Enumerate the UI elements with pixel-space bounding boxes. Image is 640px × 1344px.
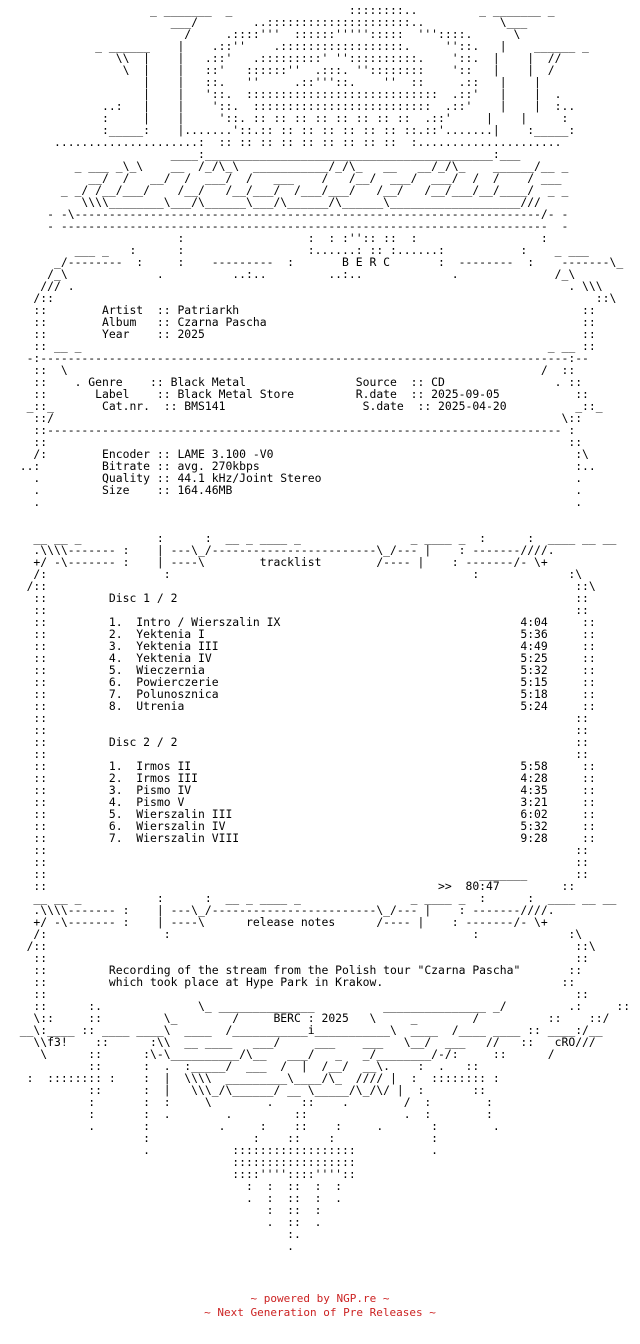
- nfo-line: :: Artist :: Patriarkh ::: [6, 303, 596, 317]
- nfo-line: /:: ::\: [6, 939, 596, 953]
- nfo-line: /:: ::\: [6, 291, 617, 305]
- nfo-line: /: : : :\: [6, 927, 583, 941]
- nfo-line: :: . Genre :: Black Metal Source :: CD . ::: [6, 375, 583, 389]
- nfo-line: \:: :: \_ / BERC : 2025 \ _ / :: ::/: [6, 1011, 610, 1025]
- nfo-line: . :: .: [6, 1215, 322, 1229]
- nfo-line: .: [6, 1239, 295, 1253]
- nfo-line: :: 4. Pismo V 3:21 ::: [6, 795, 596, 809]
- nfo-line: : : . . :: . : :: [6, 1107, 493, 1121]
- nfo-line: :: Album :: Czarna Pascha ::: [6, 315, 596, 329]
- nfo-line: :_____: |.......'::.:: :: :: :: :: :: :: ::.::'.......| :_____:: [6, 123, 576, 137]
- nfo-line: : : :: : :: [6, 1179, 343, 1193]
- nfo-line: - ----------------------------------------------------------------------- -: [6, 219, 569, 233]
- nfo-line: . : :: : .: [6, 1191, 343, 1205]
- nfo-line: :: Disc 2 / 2 ::: [6, 735, 589, 749]
- nfo-line: :: ::: [6, 855, 589, 869]
- nfo-line: _::_ Cat.nr. :: BMS141 S.date :: 2025-04-20 _::_: [6, 399, 603, 413]
- nfo-line: /:: ::\: [6, 579, 596, 593]
- nfo-line: .\\\\------- : | ---\_/------------------------\_/--- | : -------////.: [6, 543, 555, 557]
- nfo-line: ____:__________________________________________:___: [6, 147, 521, 161]
- nfo-line: ..: Bitrate :: avg. 270kbps :..: [6, 459, 596, 473]
- nfo-line: ::--------------------------------------------------------------------------- :: [6, 423, 576, 437]
- nfo-line: :: 8. Utrenia 5:24 ::: [6, 699, 596, 713]
- nfo-line: :: 6. Powierczerie 5:15 ::: [6, 675, 596, 689]
- nfo-line: :: _______ ::: [6, 867, 589, 881]
- nfo-line: :: __ _ _ __ ::: [6, 339, 596, 353]
- nfo-line: /// . . \\\: [6, 279, 603, 293]
- nfo-line: . Quality :: 44.1 kHz/Joint Stereo .: [6, 471, 583, 485]
- nfo-line: :: : . :_____/ ___ / | /__/ __\. : . ::: [6, 1059, 480, 1073]
- nfo-line: /: Encoder :: LAME 3.100 -V0 :\: [6, 447, 589, 461]
- nfo-line: /: : : :\: [6, 567, 583, 581]
- nfo-line: _ _/ /__/___/ /__/ /__/___/ /___/___/ /__/ /__/___/__/____/ _ _: [6, 183, 569, 197]
- nfo-line: :: 7. Wierszalin VIII 9:28 ::: [6, 831, 596, 845]
- nfo-line: :: ::: [6, 603, 589, 617]
- nfo-line: . : . : :: : . : .: [6, 1119, 500, 1133]
- nfo-line: - -\--------------------------------------------------------------------/- -: [6, 207, 569, 221]
- nfo-line: __ __ _ : : __ _ ____ _ _ ____ _ : : ____ __ __: [6, 891, 617, 905]
- nfo-line: ___ _ : : :......: :: :......: : _ ___: [6, 243, 589, 257]
- nfo-line: :: ::: [6, 987, 589, 1001]
- nfo-line: :: 1. Intro / Wierszalin IX 4:04 ::: [6, 615, 596, 629]
- nfo-line: :: :. \_ ______________ _______________ _/ .: ::: [6, 999, 631, 1013]
- nfo-line: : :::::::: : : | \\\\ _________\____/\_ //// | : :::::::: :: [6, 1071, 500, 1085]
- nfo-line: __/ / __/ / ___/ / ___ / /__/ ___/ ___/ / / / ___: [6, 171, 562, 185]
- footer: [0, 1292, 640, 1320]
- nfo-text: [6, 4, 634, 1274]
- nfo-line: \\\\________\___/\______\___/\______/\______\___________________///: [6, 195, 541, 209]
- nfo-line: :: 7. Polunosznica 5:18 ::: [6, 687, 596, 701]
- nfo-line: :: 4. Yektenia IV 5:25 ::: [6, 651, 596, 665]
- nfo-line: :: which took place at Hype Park in Krakow. ::: [6, 975, 576, 989]
- nfo-line: :: ::: [6, 951, 589, 965]
- nfo-line: :: ::: [6, 711, 589, 725]
- nfo-line: ..: | | '::. :::::::::::::::::::::::::: .::' | | :..: [6, 99, 576, 113]
- nfo-line: ___/ ..:::::::::::::::::::::.. \___: [6, 15, 528, 29]
- nfo-line: /_\ . ..:.. ..:.. . /_\: [6, 267, 576, 281]
- tagline-text: ~ Next Generation of Pre Releases ~: [204, 1306, 436, 1319]
- nfo-line: :: 1. Irmos II 5:58 ::: [6, 759, 596, 773]
- nfo-line: | | ::. '' .::'''::. '' :: .:: | |: [6, 75, 541, 89]
- powered-by-text: ~ powered by NGP.re ~: [250, 1292, 390, 1305]
- nfo-line: / .::::''' ::::::'''''::::: '''::::. \: [6, 27, 521, 41]
- nfo-line: \\f3! :: :\\ __ ____ ___/ ___ ___ \__/ ___ // :: cRO///: [6, 1035, 596, 1049]
- nfo-line: :.: [6, 1227, 301, 1241]
- nfo-line: ::::''''::::''''::: [6, 1167, 356, 1181]
- nfo-line: .\\\\------- : | ---\_/------------------------\_/--- | : -------////.: [6, 903, 555, 917]
- nfo-line: _ ___ _\_\ __ /_/\_\ ___________/_/\_ __ __/_/\_ ______/__ _: [6, 159, 569, 173]
- nfo-line: :: : | \\\_/\______/ __ \_____/\_/\/ | : ::: [6, 1083, 487, 1097]
- nfo-line: . Size :: 164.46MB .: [6, 483, 583, 497]
- nfo-line: :: ::: [6, 843, 589, 857]
- nfo-line: :: ::: [6, 723, 589, 737]
- nfo-line: +/ -\------- : | ----\ release notes /---- | : -------/- \+: [6, 915, 548, 929]
- nfo-line: :: ::: [6, 747, 589, 761]
- nfo-line: : : : :'':: :: : :: [6, 231, 548, 245]
- nfo-line: :: Recording of the stream from the Polish tour "Czarna Pascha" ::: [6, 963, 583, 977]
- nfo-line: . :::::::::::::::::: .: [6, 1143, 439, 1157]
- nfo-line: \ :: :\-\__________/\__ ___/ _ _/________/-/: :: /: [6, 1047, 555, 1061]
- nfo-line: ::::::::::::::::::: [6, 1155, 356, 1169]
- nfo-line: | | '::. :::::::::::::::::::::::::::: .::' | | .: [6, 87, 562, 101]
- nfo-line: .....................: :: :: :: :: :: :: :: :: :: :.....................: [6, 135, 562, 149]
- nfo-line: \ | | ::' ::::::'' .:::. '':::::::: ':: | | /: [6, 63, 555, 77]
- nfo-line: :: ::: [6, 435, 583, 449]
- nfo-line: : : : \ . :: . / : :: [6, 1095, 493, 1109]
- nfo-line: __ __ _ : : __ _ ____ _ _ ____ _ : : ____ __ __: [6, 531, 617, 545]
- nfo-line: __\:____ :: ____ ____\ ____ /___________i___________\ ____ /____ ____ :: ____:/__: [6, 1023, 603, 1037]
- nfo-line: :: Year :: 2025 ::: [6, 327, 596, 341]
- nfo-line: :: Disc 1 / 2 ::: [6, 591, 589, 605]
- nfo-line: :: Label :: Black Metal Store R.date :: 2025-09-05 ::: [6, 387, 589, 401]
- nfo-line: _ _______ _ ::::::::.. _ _______ _: [6, 4, 555, 17]
- nfo-line: :: \ / ::: [6, 363, 576, 377]
- nfo-line: _ ______ | .::'' .::::::::::::::::::. ''::. | ______ _: [6, 39, 589, 53]
- nfo-line: :: 2. Irmos III 4:28 ::: [6, 771, 596, 785]
- nfo-line: : : :: : :: [6, 1131, 439, 1145]
- nfo-line: : | | '::. :: :: :: :: :: :: :: :: .::' | | :: [6, 111, 569, 125]
- nfo-line: _/-------- : : --------- : B E R C : -------- : -------\_: [6, 255, 624, 269]
- nfo-line: :: >> 80:47 ::: [6, 879, 576, 893]
- nfo-line: :: 2. Yektenia I 5:36 ::: [6, 627, 596, 641]
- nfo-line: ::/ \::: [6, 411, 583, 425]
- nfo-line: : :: :: [6, 1203, 322, 1217]
- nfo-line: . .: [6, 495, 583, 509]
- nfo-line: :: 5. Wieczernia 5:32 ::: [6, 663, 596, 677]
- nfo-line: :: 5. Wierszalin III 6:02 ::: [6, 807, 596, 821]
- nfo-line: \\ | | .::' .:::::::::' ''::::::::::. '::. | | //: [6, 51, 562, 65]
- nfo-line: +/ -\------- : | ----\ tracklist /---- | : -------/- \+: [6, 555, 548, 569]
- nfo-line: :: 3. Yektenia III 4:49 ::: [6, 639, 596, 653]
- nfo-line: :: 3. Pismo IV 4:35 ::: [6, 783, 596, 797]
- nfo-line: -:-----------------------------------------------------------------------------:--: [6, 351, 589, 365]
- nfo-line: :: 6. Wierszalin IV 5:32 ::: [6, 819, 596, 833]
